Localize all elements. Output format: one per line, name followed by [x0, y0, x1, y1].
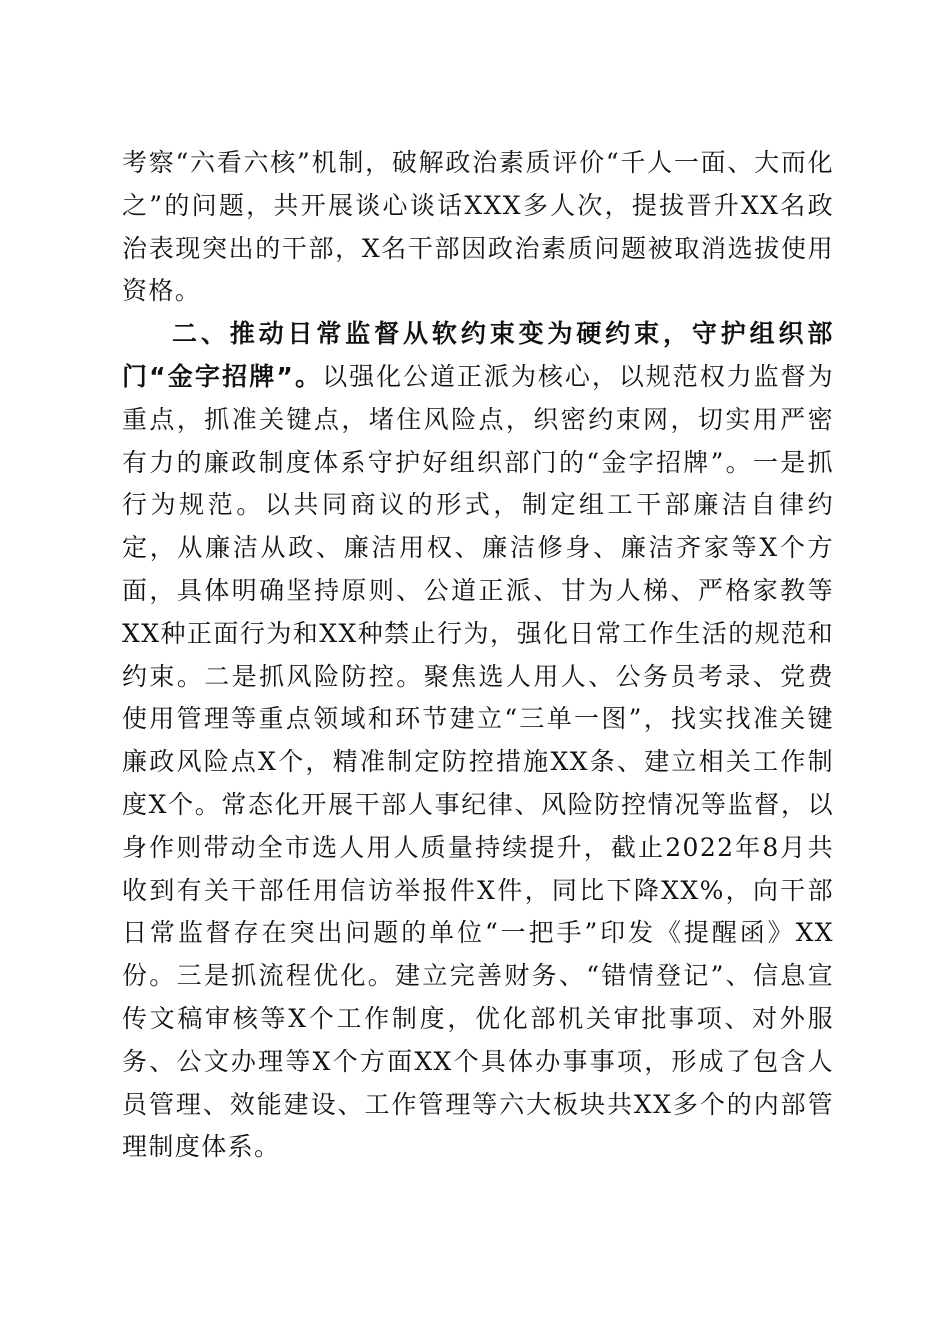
paragraph-continuation: 考察“六看六核”机制，破解政治素质评价“千人一面、大而化之”的问题，共开展谈心谈话XXX多人次，提拔晋升XX名政治表现突出的干部，X名干部因政治素质问题被取消选拔使用资格。 [122, 148, 834, 306]
section-body: 以强化公道正派为核心，以规范权力监督为重点，抓准关键点，堵住风险点，织密约束网，切实用严密有力的廉政制度体系守护好组织部门的“金字招牌”。一是抓行为规范。以共同商议的形式，制定组工干部廉洁自律约定，从廉洁从政、廉洁用权、廉洁修身、廉洁齐家等X个方面，具体明确坚持原则、公道正派、甘为人梯、严格家教等XX种正面行为和XX种禁止行为，强化日常工作生活的规范和约束。二是抓风险防控。聚焦选人用人、公务员考录、党费使用管理等重点领域和环节建立“三单一图”，找实找准关键廉政风险点X个，精准制定防控措施XX条、建立相关工作制度X个。常态化开展干部人事纪律、风险防控情况等监督，以身作则带动全市选人用人质量持续提升，截止2022年8月共收到有关干部任用信访举报件X件，同比下降XX%，向干部日常监督存在突出问题的单位“一把手”印发《提醒函》XX份。三是抓流程优化。建立完善财务、“错情登记”、信息宣传文稿审核等X个工作制度，优化部机关审批事项、对外服务、公文办理等X个方面XX个具体办事事项，形成了包含人员管理、效能建设、工作管理等六大板块共XX多个的内部管理制度体系。 [122, 361, 834, 1162]
document-body [122, 142, 834, 1169]
paragraph-section-two [122, 313, 834, 1169]
section-heading: 二、推动日常监督从软约束变为硬约束，守护组织部门“金字招牌”。 [122, 319, 834, 391]
